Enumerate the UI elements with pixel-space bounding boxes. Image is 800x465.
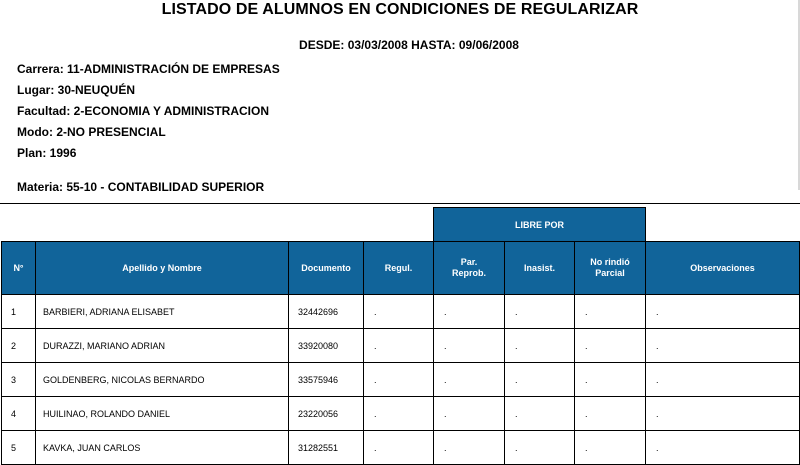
libre-por-header: LIBRE POR	[434, 208, 646, 242]
row-par: .	[434, 329, 505, 363]
row-inasist: .	[505, 363, 575, 397]
date-range: DESDE: 03/03/2008 HASTA: 09/06/2008	[299, 38, 519, 52]
table-row	[2, 397, 800, 431]
row-inasist: .	[505, 431, 575, 465]
row-num: 4	[2, 397, 36, 431]
row-par: .	[434, 295, 505, 329]
group-header-row	[2, 208, 800, 242]
table-row	[2, 329, 800, 363]
row-obs: .	[646, 431, 800, 465]
par-header-line1: Par.	[460, 257, 478, 267]
row-norindio: .	[575, 431, 646, 465]
row-name: KAVKA, JUAN CARLOS	[36, 431, 289, 465]
carrera-line: Carrera: 11-ADMINISTRACIÓN DE EMPRESAS	[17, 62, 280, 76]
table-top-rule	[0, 203, 800, 204]
report-title: LISTADO DE ALUMNOS EN CONDICIONES DE REGULARIZAR	[161, 1, 639, 18]
col-doc-header: Documento	[289, 242, 364, 295]
row-name: GOLDENBERG, NICOLAS BERNARDO	[36, 363, 289, 397]
row-name: DURAZZI, MARIANO ADRIAN	[36, 329, 289, 363]
col-name-header: Apellido y Nombre	[36, 242, 289, 295]
col-regul-header: Regul.	[364, 242, 434, 295]
col-inasist-header: Inasist.	[505, 242, 575, 295]
col-num-header: N°	[2, 242, 36, 295]
row-num: 2	[2, 329, 36, 363]
row-inasist: .	[505, 295, 575, 329]
col-no-rindio-header	[575, 242, 646, 295]
modo-line: Modo: 2-NO PRESENCIAL	[17, 125, 166, 139]
norindio-header-line1: No rindió	[590, 257, 630, 267]
row-doc: 33920080	[289, 329, 364, 363]
students-table	[1, 207, 800, 465]
row-inasist: .	[505, 397, 575, 431]
row-num: 5	[2, 431, 36, 465]
lugar-line: Lugar: 30-NEUQUÉN	[17, 83, 136, 97]
row-num: 1	[2, 295, 36, 329]
par-header-line2: Reprob.	[451, 268, 486, 278]
row-num: 3	[2, 363, 36, 397]
norindio-header-line2: Parcial	[595, 268, 625, 278]
row-doc: 23220056	[289, 397, 364, 431]
row-regul: .	[364, 329, 434, 363]
row-doc: 33575946	[289, 363, 364, 397]
row-name: BARBIERI, ADRIANA ELISABET	[36, 295, 289, 329]
row-par: .	[434, 431, 505, 465]
row-doc: 32442696	[289, 295, 364, 329]
row-regul: .	[364, 363, 434, 397]
row-par: .	[434, 397, 505, 431]
row-par: .	[434, 363, 505, 397]
row-inasist: .	[505, 329, 575, 363]
row-obs: .	[646, 295, 800, 329]
row-norindio: .	[575, 397, 646, 431]
row-regul: .	[364, 397, 434, 431]
col-obs-header: Observaciones	[646, 242, 800, 295]
facultad-line: Facultad: 2-ECONOMIA Y ADMINISTRACION	[17, 104, 270, 118]
row-regul: .	[364, 295, 434, 329]
table-row	[2, 295, 800, 329]
row-norindio: .	[575, 329, 646, 363]
col-par-reprob-header	[434, 242, 505, 295]
row-obs: .	[646, 397, 800, 431]
column-header-row	[2, 242, 800, 295]
row-norindio: .	[575, 295, 646, 329]
plan-line: Plan: 1996	[17, 146, 77, 160]
row-obs: .	[646, 329, 800, 363]
table-row	[2, 363, 800, 397]
row-norindio: .	[575, 363, 646, 397]
row-obs: .	[646, 363, 800, 397]
row-regul: .	[364, 431, 434, 465]
row-doc: 31282551	[289, 431, 364, 465]
materia-line: Materia: 55-10 - CONTABILIDAD SUPERIOR	[17, 180, 265, 194]
table-row	[2, 431, 800, 465]
row-name: HUILINAO, ROLANDO DANIEL	[36, 397, 289, 431]
